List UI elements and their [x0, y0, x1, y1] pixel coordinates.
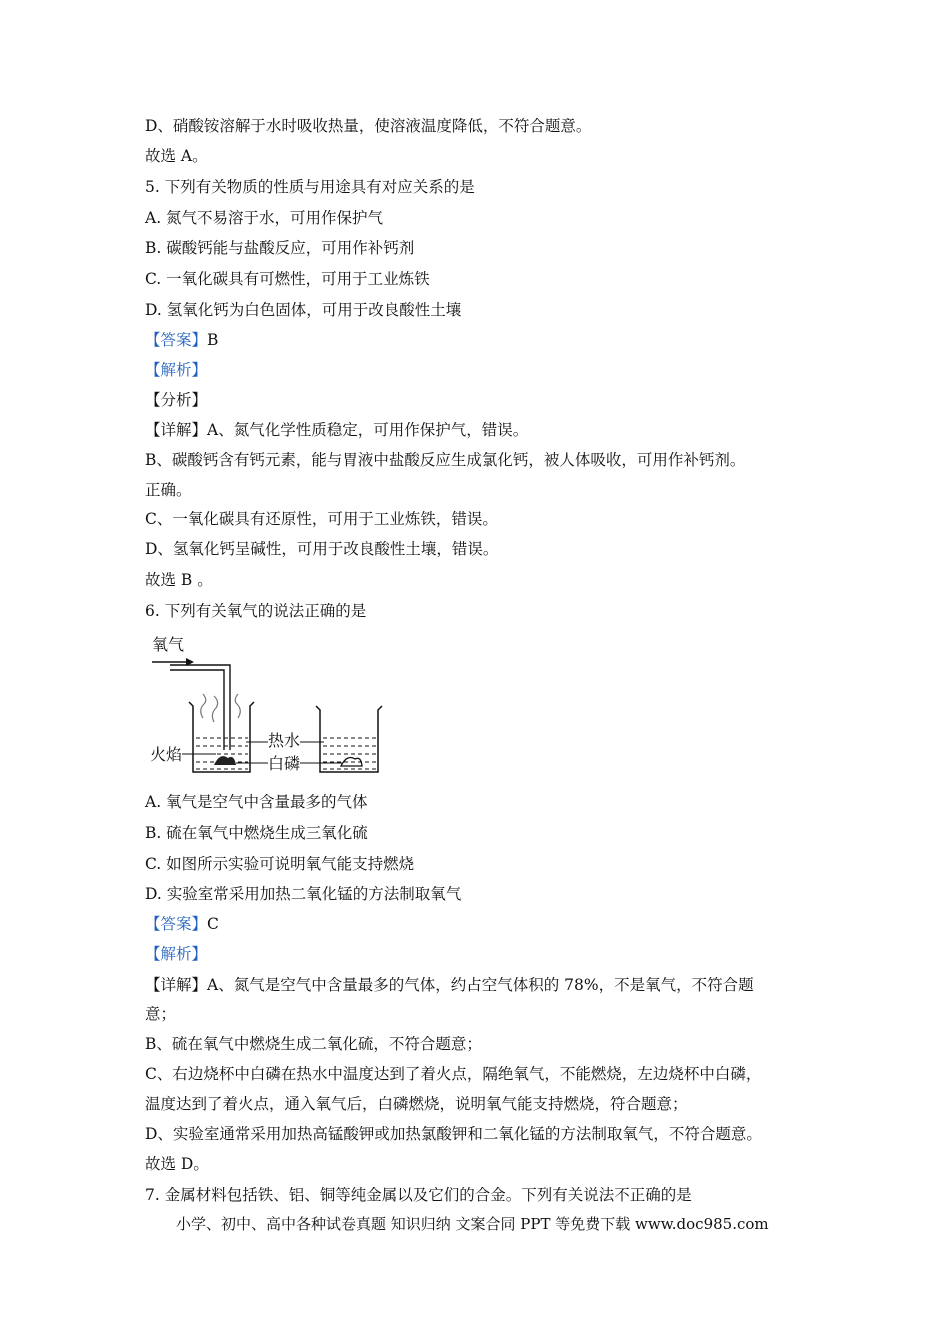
q5-option-d: D. 氢氧化钙为白色固体，可用于改良酸性土壤: [145, 301, 462, 319]
q5-detail-d: D、氢氧化钙呈碱性，可用于改良酸性土壤，错误。: [145, 540, 499, 558]
answer-tag: 【答案】: [145, 915, 208, 933]
q7-stem: 7. 金属材料包括铁、铝、铜等纯金属以及它们的合金。下列有关说法不正确的是: [145, 1186, 692, 1204]
flame-wisp-icon: [201, 694, 206, 718]
q5-option-c: C. 一氧化碳具有可燃性，可用于工业炼铁: [145, 270, 430, 288]
q6-detail-c2: 温度达到了着火点，通入氧气后，白磷燃烧，说明氧气能支持燃烧，符合题意；: [145, 1095, 688, 1113]
answer-value: B: [207, 331, 219, 349]
hot-water-label: 热水: [268, 731, 301, 750]
q6-detail-c1: C、右边烧杯中白磷在热水中温度达到了着火点，隔绝氧气，不能燃烧，左边烧杯中白磷，: [145, 1065, 762, 1083]
q5-option-a: A. 氮气不易溶于水，可用作保护气: [145, 209, 384, 227]
q5-jiexi-tag: 【解析】: [145, 361, 208, 379]
q6-detail-a1: [145, 975, 754, 995]
page-footer: 小学、初中、高中各种试卷真题 知识归纳 文案合同 PPT 等免费下载 www.doc985.com: [176, 1215, 769, 1233]
q5-detail-b1: B、碳酸钙含有钙元素，能与胃液中盐酸反应生成氯化钙，被人体吸收，可用作补钙剂。: [145, 451, 746, 469]
q5-stem: 5. 下列有关物质的性质与用途具有对应关系的是: [145, 178, 475, 196]
q6-jiexi-tag: 【解析】: [145, 945, 208, 963]
q6-detail-a2: 意；: [145, 1005, 177, 1023]
detail-tag: 【详解】: [145, 421, 208, 439]
gas-tube: [170, 665, 230, 750]
experiment-diagram: [148, 632, 393, 782]
flame-label: 火焰: [150, 745, 183, 764]
detail-text: A、氮气化学性质稳定，可用作保护气，错误。: [207, 421, 529, 439]
q5-fenxi-tag: 【分析】: [145, 391, 208, 409]
q6-option-c: C. 如图所示实验可说明氧气能支持燃烧: [145, 855, 415, 873]
q6-detail-b: B、硫在氧气中燃烧生成二氧化硫，不符合题意；: [145, 1035, 482, 1053]
q4-choose: 故选 A。: [145, 147, 208, 165]
white-phosphorus-label: 白磷: [268, 754, 301, 773]
q5-option-b: B. 碳酸钙能与盐酸反应，可用作补钙剂: [145, 239, 415, 257]
q6-option-a: A. 氧气是空气中含量最多的气体: [145, 793, 368, 811]
q5-detail-c: C、一氧化碳具有还原性，可用于工业炼铁，错误。: [145, 510, 498, 528]
q5-detail-a: [145, 420, 528, 440]
detail-tag: 【详解】: [145, 976, 208, 994]
q5-choose: 故选 B 。: [145, 571, 213, 589]
q5-detail-b2: 正确。: [145, 481, 192, 499]
q6-stem: 6. 下列有关氧气的说法正确的是: [145, 602, 367, 620]
q6-option-d: D. 实验室常采用加热二氧化锰的方法制取氧气: [145, 885, 462, 903]
white-phosphorus-left: [214, 756, 236, 765]
answer-value: C: [207, 915, 219, 933]
q5-answer: [145, 330, 218, 350]
answer-tag: 【答案】: [145, 331, 208, 349]
detail-text: A、氮气是空气中含量最多的气体，约占空气体积的 78%，不是氧气，不符合题: [207, 976, 754, 994]
q6-option-b: B. 硫在氧气中燃烧生成三氧化硫: [145, 824, 368, 842]
q6-answer: [145, 914, 219, 934]
right-water: [323, 738, 376, 769]
q6-detail-d: D、实验室通常采用加热高锰酸钾或加热氯酸钾和二氧化锰的方法制取氧气，不符合题意。: [145, 1125, 762, 1143]
q6-choose: 故选 D。: [145, 1155, 209, 1173]
oxygen-label: 氧气: [152, 635, 185, 654]
experiment-figure: [148, 632, 393, 782]
q4-detail-d: D、硝酸铵溶解于水时吸收热量，使溶液温度降低，不符合题意。: [145, 117, 592, 135]
